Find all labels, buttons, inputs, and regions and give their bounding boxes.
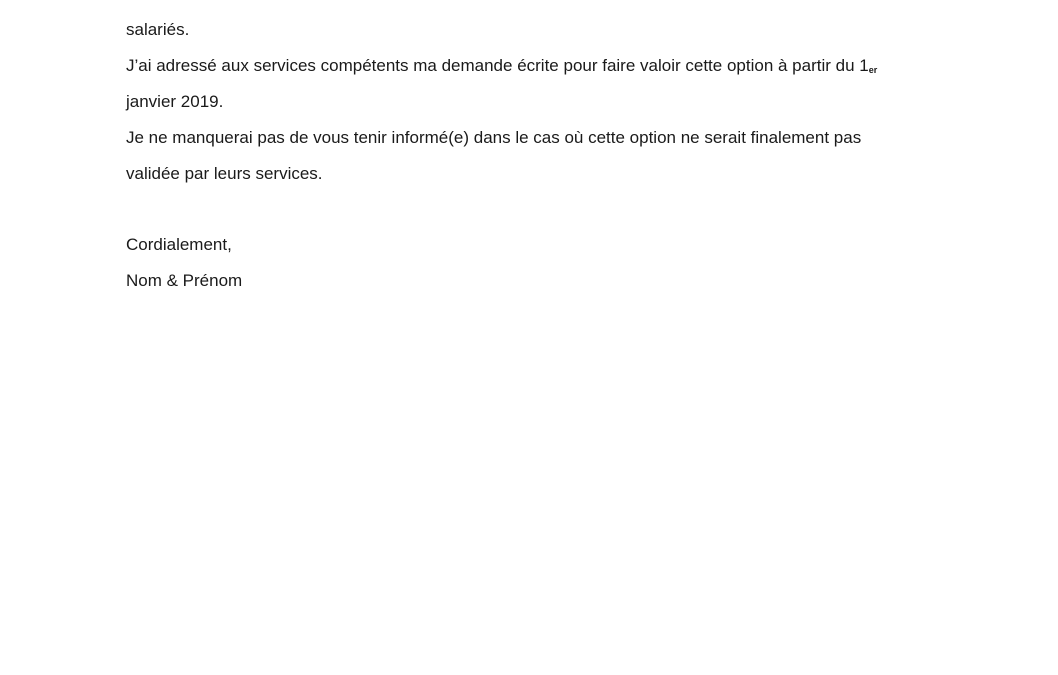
paragraph-line: janvier 2019. xyxy=(126,92,224,111)
paragraph-line: salariés. xyxy=(126,20,190,39)
closing-salutation: Cordialement, xyxy=(126,235,232,254)
ordinal-suffix: er xyxy=(868,65,878,75)
paragraph-line: validée par leurs services. xyxy=(126,164,323,183)
paragraph-line-with-date xyxy=(126,48,926,84)
paragraph-line-text: J’ai adressé aux services compétents ma demande écrite pour faire valoir cette option à partir du 1 xyxy=(126,56,869,75)
signature-name: Nom & Prénom xyxy=(126,271,243,290)
paragraph-line: Je ne manquerai pas de vous tenir informé(e) dans le cas où cette option ne serait finalement pas xyxy=(126,128,862,147)
paragraph-spacer xyxy=(126,192,926,227)
letter-body xyxy=(126,12,926,299)
